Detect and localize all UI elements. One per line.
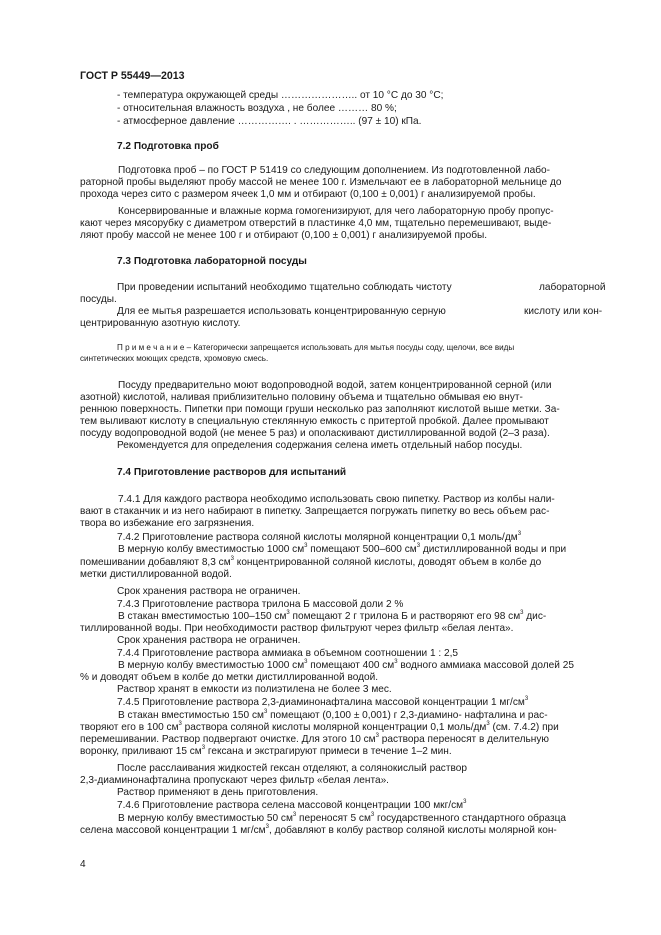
s74-line: метки дистиллированной водой. (80, 569, 232, 580)
s74-line: Срок хранения раствора не ограничен. (117, 586, 301, 597)
s74-line: воронку, приливают 15 $см^3$ гексана и экстрагируют примеси в течение 1–2 мин. (80, 744, 452, 757)
s73-line: тем выливают кислоту в специальную стеклянную емкость с притертой пробкой. Далее промывают (80, 416, 549, 427)
s74-line: 7.4.1 Для каждого раствора необходимо использовать свою пипетку. Раствор из колбы нали- (118, 494, 555, 505)
s74-line: В стакан вместимостью 150 $см^3$ помещают (0,100 ± 0,001) г 2,3-диамино- нафталина и рас- (118, 708, 548, 721)
s73-line: лабораторной (539, 282, 606, 293)
s74-line: Раствор хранят в емкости из полиэтилена не более 3 мес. (117, 684, 392, 695)
s73-line: реннюю поверхность. Пипетки при помощи груши несколько раз заполняют кислотой выше метки. За- (80, 404, 560, 415)
condition-humidity: - относительная влажность воздуха , не более ……… 80 %; (117, 103, 397, 114)
s74-line: 7.4.2 Приготовление раствора соляной кислоты молярной концентрации 0,1 моль/$дм^3$ (117, 530, 522, 543)
page-number: 4 (80, 859, 86, 870)
s74-line: селена массовой концентрации 1 $мг/см^3$, добавляют в колбу раствор соляной кислоты молярной кон- (80, 823, 557, 836)
note (117, 343, 514, 353)
s73-line: кислоту или кон- (524, 306, 603, 317)
s74-line: 7.4.3 Приготовление раствора трилона Б массовой доли 2 % (117, 599, 404, 610)
s74-line: помешивании добавляют 8,3 $см^3$ концентрированной соляной кислоты, доводят объем в колбе до (80, 555, 542, 568)
s73-line: азотной) кислотой, наливая приблизительно половину объема и тщательно обмывая ею внут- (80, 392, 523, 403)
condition-temperature: - температура окружающей среды ………………….. от 10 °С до 30 °С; (117, 90, 444, 101)
section-7-2-heading: 7.2 Подготовка проб (117, 141, 219, 152)
section-7-4-heading: 7.4 Приготовление растворов для испытаний (117, 467, 347, 478)
s74-line: % и доводят объем в колбе до метки дистиллированной водой. (80, 672, 379, 683)
s74-line: В мерную колбу вместимостью 1000 $см^3$ помещают 500–600 $см^3$ дистиллированной воды и при (118, 542, 567, 555)
s72-line: кают через мясорубку с диаметром отверстий в пластинке 4,0 мм, тщательно перемешивают, выде- (80, 218, 552, 229)
section-7-3-heading: 7.3 Подготовка лабораторной посуды (117, 256, 307, 267)
s72-line: Консервированные и влажные корма гомогенизируют, для чего лабораторную пробу пропус- (118, 206, 554, 217)
s74-line: твора во избежание его загрязнения. (80, 518, 255, 529)
s72-line: ляют пробу массой не менее 100 г и отбирают (0,100 ± 0,001) г анализируемой пробы. (80, 230, 488, 241)
document-header: ГОСТ Р 55449—2013 (80, 70, 185, 82)
s74-line: После расслаивания жидкостей гексан отделяют, а солянокислый раствор (117, 763, 467, 774)
s74-line: 7.4.4 Приготовление раствора аммиака в объемном соотношении 1 : 2,5 (117, 648, 459, 659)
s72-line: Подготовка проб – по ГОСТ Р 51419 со следующим дополнением. Из подготовленной лабо- (118, 165, 551, 176)
s74-line: 2,3-диаминонафталина пропускают через фильтр «белая лента». (80, 775, 389, 786)
s73-line: центрированную азотную кислоту. (80, 318, 241, 329)
s74-line: 7.4.6 Приготовление раствора селена массовой концентрации 100 мкг/$см^3$ (117, 798, 467, 811)
s73-line: Рекомендуется для определения содержания селена иметь отдельный набор посуды. (117, 440, 523, 451)
s74-line: тиллированной воды. При необходимости раствор фильтруют через фильтр «белая лента». (80, 623, 514, 634)
s74-line: Раствор применяют в день приготовления. (117, 787, 319, 798)
s73-line: посуды. (80, 294, 117, 305)
s73-line: посуду водопроводной водой (не менее 5 раз) и ополаскивают дистиллированной водой (2–3 раза). (80, 428, 550, 439)
note-label: П р и м е ч а н и е (117, 343, 185, 352)
s74-line: В стакан вместимостью 100–150 $см^3$ помещают 2 г трилона Б и растворяют его 98 $см^3$ дис- (118, 609, 547, 622)
s73-line: Посуду предварительно моют водопроводной водой, затем концентрированной серной (или (118, 380, 552, 391)
note-text: синтетических моющих средств, хромовую смесь. (80, 354, 269, 363)
s73-line: Для ее мытья разрешается использовать концентрированную серную (117, 306, 446, 317)
s74-line: 7.4.5 Приготовление раствора 2,3-диаминонафталина массовой концентрации 1 $мг/см^3$ (117, 695, 529, 708)
s73-line: При проведении испытаний необходимо тщательно соблюдать чистоту (117, 282, 452, 293)
s74-line: вают в стаканчик и из него набирают в пипетку. Запрещается погружать пипетку во весь объем рас- (80, 506, 550, 517)
s74-line: творяют его в 100 $см^3$ раствора соляной кислоты молярной концентрации 0,1 моль/$дм^3$ (см. 7.4.2) при (80, 720, 559, 733)
s74-line: В мерную колбу вместимостью 50 $см^3$ переносят 5 $см^3$ государственного стандартного образца (118, 811, 567, 824)
s74-line: Срок хранения раствора не ограничен. (117, 635, 301, 646)
s72-line: прохода через сито с размером ячеек 1,0 мм и отбирают (0,100 ± 0,001) г анализируемой пробы. (80, 189, 536, 200)
condition-pressure: - атмосферное давление ……………. . …………….. (97 ± 10) кПа. (117, 116, 422, 127)
note-text: – Категорически запрещается использовать для мытья посуды соду, щелочи, все виды (184, 343, 515, 352)
s74-line: перемешивании. Раствор подвергают очистке. Для этого 10 $см^3$ раствора переносят в делительную (80, 732, 549, 745)
s74-line: В мерную колбу вместимостью 1000 $см^3$ помещают 400 $см^3$ водного аммиака массовой долей 25 (118, 658, 574, 671)
s72-line: раторной пробы выделяют пробу массой не менее 100 г. Измельчают ее в лабораторной мельнице до (80, 177, 562, 188)
